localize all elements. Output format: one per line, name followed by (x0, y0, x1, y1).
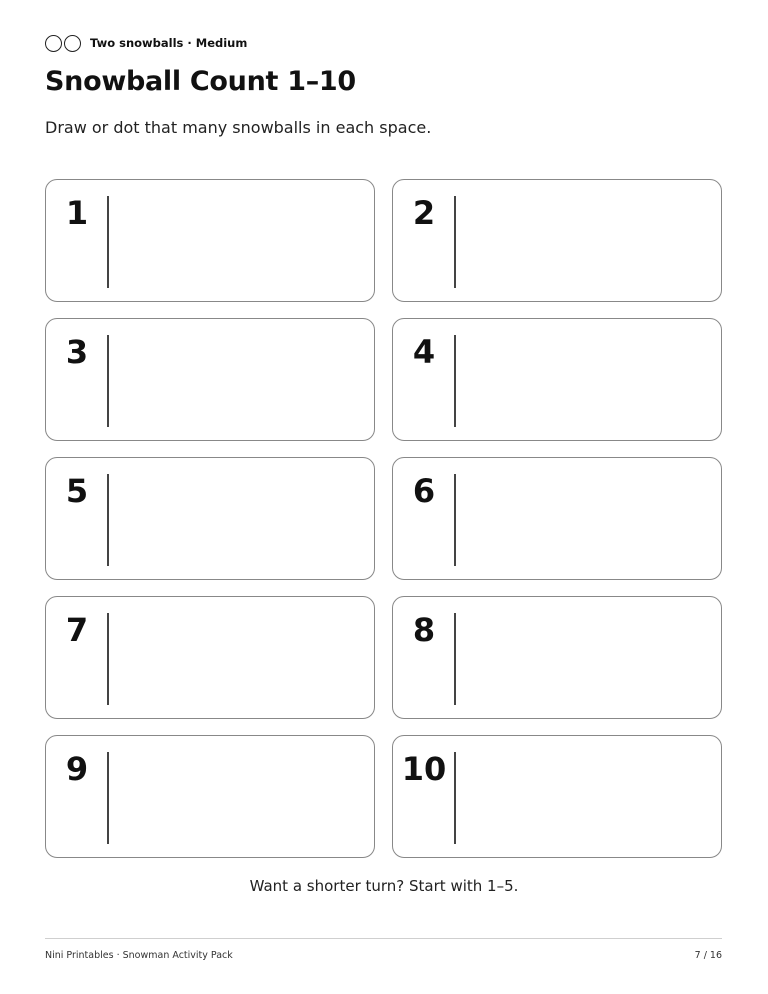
count-number: 9 (65, 750, 89, 788)
footer-source: Nini Printables · Snowman Activity Pack (45, 950, 233, 961)
snowball-circles-icon (45, 35, 81, 52)
page-number: 7 / 16 (694, 950, 722, 961)
divider-line (107, 196, 109, 288)
instructions: Draw or dot that many snowballs in each space. (45, 118, 432, 137)
count-number: 6 (412, 472, 436, 510)
divider-line (454, 752, 456, 844)
counting-grid (45, 179, 722, 858)
count-number: 10 (401, 750, 447, 788)
divider-line (454, 613, 456, 705)
count-box[interactable] (45, 596, 375, 719)
footer-divider (45, 938, 722, 939)
count-box[interactable] (392, 457, 722, 580)
divider-line (107, 335, 109, 427)
count-box[interactable] (392, 179, 722, 302)
divider-line (107, 474, 109, 566)
difficulty-label: Two snowballs · Medium (90, 36, 248, 50)
page-title: Snowball Count 1–10 (45, 66, 356, 97)
count-number: 4 (412, 333, 436, 371)
count-box[interactable] (45, 735, 375, 858)
count-box[interactable] (392, 596, 722, 719)
count-number: 1 (65, 194, 89, 232)
count-box[interactable] (45, 179, 375, 302)
count-box[interactable] (392, 318, 722, 441)
divider-line (454, 474, 456, 566)
count-number: 5 (65, 472, 89, 510)
circle-icon (45, 35, 62, 52)
count-number: 8 (412, 611, 436, 649)
count-box[interactable] (392, 735, 722, 858)
count-number: 2 (412, 194, 436, 232)
circle-icon (64, 35, 81, 52)
count-number: 7 (65, 611, 89, 649)
shorter-turn-note: Want a shorter turn? Start with 1–5. (249, 877, 519, 895)
count-box[interactable] (45, 457, 375, 580)
divider-line (107, 752, 109, 844)
count-number: 3 (65, 333, 89, 371)
count-box[interactable] (45, 318, 375, 441)
divider-line (454, 196, 456, 288)
header (45, 33, 247, 53)
divider-line (107, 613, 109, 705)
divider-line (454, 335, 456, 427)
